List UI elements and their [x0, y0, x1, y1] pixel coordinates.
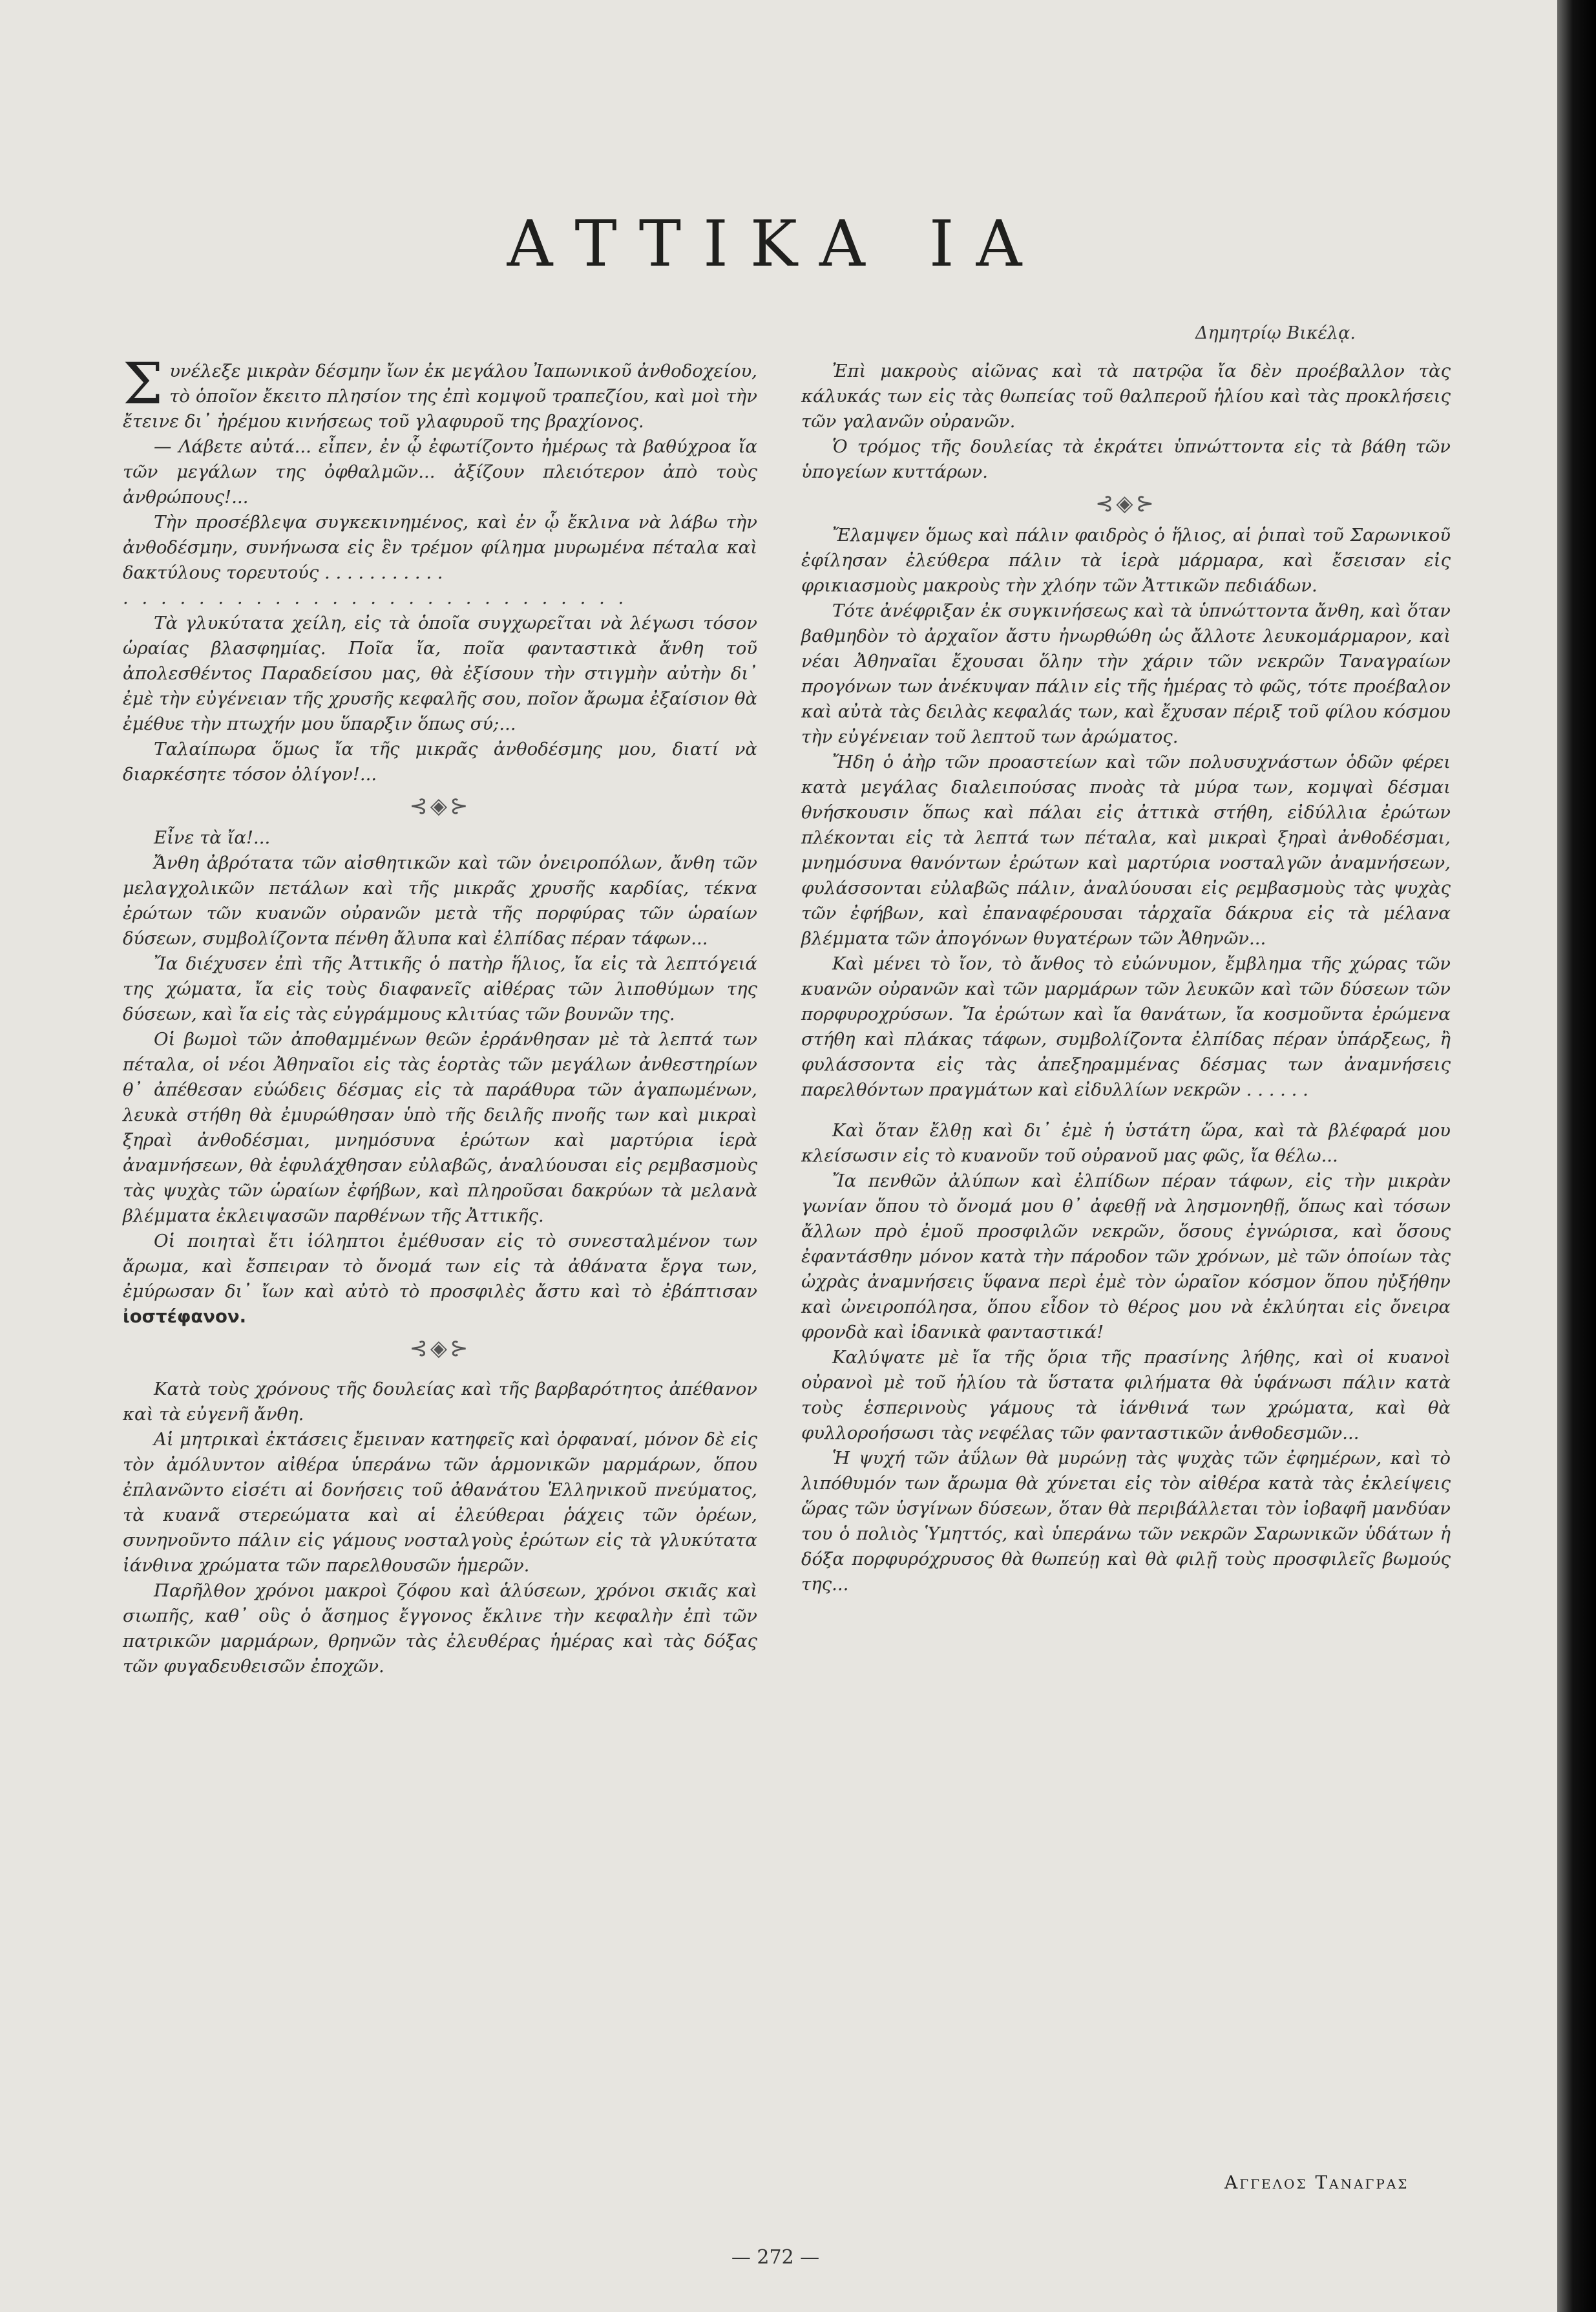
page-binding-shadow [1557, 0, 1596, 2312]
paragraph: Ἴα πενθῶν ἀλύπων καὶ ἐλπίδων πέραν τάφων, εἰς τὴν μικρὰν γωνίαν ὅπου τὸ ὄνομά μου θ᾽ ἀφεθῇ νὰ λησμονηθῇ, ὅπως καὶ τόσων ἄλλων πρὸ ἐμοῦ προσφιλῶν νεκρῶν, ὅσους ἐγνώρισα, καὶ ὅσους ἐφαντάσθην μόνον κατὰ τὴν πάροδον τῶν χρόνων, μὲ τῶν ὁποίων τὰς ὠχρὰς ἀναμνήσεις ὕφανα περὶ ἐμὲ τὸν ὡραῖον κόσμον ὅπου ηὐξήθην καὶ ὠνειροπόλησα, ὅπου εἶδον τὸ θέρος μου νὰ ἐκλύηται εἰς ὄνειρα φρονδὰ καὶ ἰδανικὰ φανταστικά! [801, 1171, 1451, 1342]
paragraph: Ἄνθη ἀβρότατα τῶν αἰσθητικῶν καὶ τῶν ὀνειροπόλων, ἄνθη τῶν μελαγχολικῶν πετάλων καὶ τῆς μικρᾶς χρυσῆς καρδίας, τέκνα ἐρώτων τῶν κυανῶν οὐρανῶν μετὰ τῆς πορφύρας τῶν ὡραίων δύσεων, συμβολίζοντα πένθη ἄλυπα καὶ ἐλπίδας πέραν τάφων... [123, 853, 757, 949]
paragraph: Ἤδη ὁ ἀὴρ τῶν προαστείων καὶ τῶν πολυσυχνάστων ὁδῶν φέρει κατὰ μεγάλας διαλειπούσας πνοὰς τὰ μύρα των, κομψαὶ δέσμαι θνήσκουσιν ὅπως καὶ πάλαι εἰς ἀττικὰ στήθη, εἰδύλλια ἐρώτων πλέκονται εἰς τὰ λεπτά των πέταλα, καὶ μικραὶ ξηραὶ ἀνθοδέσμαι, μνημόσυνα θανόντων ἐρώτων καὶ μαρτύρια νοσταλγῶν ἀναμνήσεων, φυλάσσονται εὐλαβῶς πάλιν, ἀναλύουσαι εἰς ρεμβασμοὺς τὰς ψυχὰς τῶν ἐφήβων, καὶ ἐπαναφέρουσαι τἀρχαῖα δάκρυα εἰς τὰ μέλανα βλέμματα τῶν ἀπογόνων θυγατέρων τῶν Ἀθηνῶν... [801, 752, 1451, 949]
right-column [801, 359, 1451, 1597]
ornament-divider: ⊰◈⊱ [409, 793, 471, 819]
paragraph: Τὰ γλυκύτατα χείλη, εἰς τὰ ὁποῖα συγχωρεῖται νὰ λέγωσι τόσον ὡραίας βλασφημίας. Ποῖα ἴα, ποῖα φανταστικὰ ἄνθη τοῦ ἀπολεσθέντος Παραδείσου μας, θὰ ἐξίσουν τὴν στιγμὴν αὐτὴν δι᾽ ἐμὲ τὴν εὐγένειαν τῆς χρυσῆς κεφαλῆς σου, ποῖον ἄρωμα ἐξαίσιον θὰ ἐμέθυε τὴν πτωχήν μου ὕπαρξιν ὅπως σύ;... [123, 613, 757, 734]
article-title: ΑΤΤΙΚΑ ΙΑ [507, 207, 1044, 281]
paragraph [123, 350, 757, 434]
paragraph: Καὶ ὅταν ἔλθῃ καὶ δι᾽ ἐμὲ ἡ ὑστάτη ὥρα, καὶ τὰ βλέφαρά μου κλείσωσιν εἰς τὸ κυανοῦν τοῦ οὐρανοῦ μας φῶς, ἴα θέλω... [801, 1120, 1451, 1166]
bold-word: ἰοστέφανον. [123, 1306, 247, 1327]
paragraph-text: Οἱ ποιηταὶ ἔτι ἰόληπτοι ἐμέθυσαν εἰς τὸ συνεσταλμένον των ἄρωμα, καὶ ἔσπειραν τὸ ὄνομά των εἰς τὰ ἀθάνατα ἔργα των, ἐμύρωσαν δι᾽ ἴων καὶ αὐτὸ τὸ προσφιλὲς ἄστυ καὶ τὸ ἐβάπτισαν [123, 1231, 757, 1302]
paragraph: — Λάβετε αὐτά... εἶπεν, ἐν ᾧ ἐφωτίζοντο ἠμέρως τὰ βαθύχροα ἴα τῶν μεγάλων της ὀφθαλμῶν... ἀξίζουν πλειότερον ἀπὸ τοὺς ἀνθρώπους!... [123, 436, 757, 507]
paragraph: Ταλαίπωρα ὅμως ἴα τῆς μικρᾶς ἀνθοδέσμης μου, διατί νὰ διαρκέσητε τόσον ὀλίγον!... [123, 739, 757, 785]
paragraph [123, 1229, 757, 1330]
paragraph: Παρῆλθον χρόνοι μακροὶ ζόφου καὶ ἁλύσεων, χρόνοι σκιᾶς καὶ σιωπῆς, καθ᾽ οὓς ὁ ἄσημος ἔγγονος ἔκλινε τὴν κεφαλὴν ἐπὶ τῶν πατρικῶν μαρμάρων, θρηνῶν τὰς ἐλευθέρας ἡμέρας καὶ τὰς δόξας τῶν φυγαδευθεισῶν ἐποχῶν. [123, 1580, 757, 1677]
paragraph-text: υνέλεξε μικρὰν δέσμην ἴων ἐκ μεγάλου Ἰαπωνικοῦ ἀνθοδοχείου, τὸ ὁποῖον ἔκειτο πλησίον της ἐπὶ κομψοῦ τραπεζίου, καὶ μοὶ τὴν ἔτεινε δι᾽ ἠρέμου κινήσεως τοῦ γλαφυροῦ της βραχίονος. [123, 361, 757, 432]
paragraph: Ἔλαμψεν ὅμως καὶ πάλιν φαιδρὸς ὁ ἥλιος, αἱ ῥιπαὶ τοῦ Σαρωνικοῦ ἐφίλησαν ἐλεύθερα πάλιν τὰ ἱερὰ μάρμαρα, καὶ ἔσεισαν εἰς φρικιασμοὺς μακροὺς τὴν χλόην τῶν Ἀττικῶν πεδιάδων. [801, 525, 1451, 596]
page-number: — 272 — [731, 2246, 820, 2269]
ornament-divider: ⊰◈⊱ [1095, 491, 1157, 516]
ornament-divider: ⊰◈⊱ [409, 1335, 471, 1361]
left-column [123, 350, 757, 1679]
paragraph: Οἱ βωμοὶ τῶν ἀποθαμμένων θεῶν ἐρράνθησαν μὲ τὰ λεπτά των πέταλα, οἱ νέοι Ἀθηναῖοι εἰς τὰς ἑορτὰς τῶν μεγάλων ἀνθεστηρίων θ᾽ ἀπέθεσαν εὐώδεις δέσμας εἰς τὰ παράθυρα τῶν ἀγαπωμένων, λευκὰ στήθη θὰ ἐμυρώθησαν ὑπὸ τῆς δειλῆς πνοῆς των καὶ μικραὶ ξηραὶ ἀνθοδέσμαι, μνημόσυνα ἐρώτων καὶ μαρτύρια ἱερὰ ἀναμνήσεων, θὰ ἐφυλάχθησαν εὐλαβῶς, ἀναλύουσαι εἰς ρεμβασμοὺς τὰς ψυχὰς τῶν ὡραίων ἐφήβων, καὶ πληροῦσαι δακρύων τὰ μελανὰ βλέμματα ἐκλειψασῶν παρθένων τῆς Ἀττικῆς. [123, 1029, 757, 1226]
paragraph: Ἡ ψυχή τῶν ἀΰλων θὰ μυρώνῃ τὰς ψυχὰς τῶν ἐφημέρων, καὶ τὸ λιπόθυμόν των ἄρωμα θὰ χύνεται εἰς τὸν αἰθέρα κατὰ τὰς ἐκλείψεις ὥρας τῶν ὑσγίνων δύσεων, ὅταν θὰ περιβάλλεται τὸν ἰοβαφῆ μανδύαν του ὁ πολιὸς Ὑμηττός, καὶ ὑπεράνω τῶν νεκρῶν Σαρωνικῶν ὑδάτων ἡ δόξα πορφυρόχρυσος θὰ θωπεύῃ καὶ θὰ φιλῇ τοὺς προσφιλεῖς βωμούς της... [801, 1448, 1451, 1595]
paragraph: Ὁ τρόμος τῆς δουλείας τὰ ἐκράτει ὑπνώττοντα εἰς τὰ βάθη τῶν ὑπογείων κυττάρων. [801, 436, 1451, 482]
paragraph: Ἴα διέχυσεν ἐπὶ τῆς Ἀττικῆς ὁ πατὴρ ἥλιος, ἴα εἰς τὰ λεπτόγειά της χώματα, ἴα εἰς τοὺς διαφανεῖς αἰθέρας τῶν λιποθύμων της δύσεων, καὶ ἴα εἰς τὰς εὐγράμμους κλιτύας τῶν βουνῶν της. [123, 953, 757, 1024]
paragraph: Ἐπὶ μακροὺς αἰῶνας καὶ τὰ πατρῷα ἴα δὲν προέβαλλον τὰς κάλυκάς των εἰς τὰς θωπείας τοῦ θαλπεροῦ ἡλίου καὶ τὰς προκλήσεις τῶν γαλανῶν οὐρανῶν. [801, 361, 1451, 432]
paragraph: Τὴν προσέβλεψα συγκεκινημένος, καὶ ἐν ᾧ ἔκλινα νὰ λάβω τὴν ἀνθοδέσμην, συνήνωσα εἰς ἓν τρέμον φίλημα μυρωμένα πέταλα καὶ δακτύλους τορευτούς . . . . . . . . . . . [123, 512, 757, 583]
paragraph: Αἱ μητρικαὶ ἐκτάσεις ἔμειναν κατηφεῖς καὶ ὀρφαναί, μόνον δὲ εἰς τὸν ἀμόλυντον αἰθέρα ὑπεράνω τῶν ἁρμονικῶν μαρμάρων, ὅπου ἐπλανῶντο εἰσέτι αἱ δονήσεις τοῦ ἀθανάτου Ἑλληνικοῦ πνεύματος, τὰ κυανᾶ στερεώματα καὶ αἱ ἐλεύθεραι ῥάχεις τῶν ὀρέων, συνηνοῦντο πάλιν εἰς γάμους νοσταλγοὺς ἐρώτων εἰς τὰ γλυκύτατα ἰάνθινα χρώματα τῶν παρελθουσῶν ἡμερῶν. [123, 1429, 757, 1576]
ellipsis-line: . . . . . . . . . . . . . . . . . . . . . . . . . . . [123, 588, 628, 608]
paragraph: Καλύψατε μὲ ἴα τῆς ὅρια τῆς πρασίνης λήθης, καὶ οἱ κυανοὶ οὐρανοὶ μὲ τοῦ ἡλίου τὰ ὕστατα φιλήματα θὰ ὑφάνωσι πάλιν κατὰ τοὺς ἑσπερινοὺς γάμους τὰ ἰάνθινά των χρώματα, καὶ θὰ φυλλοροήσωσι τὰς νεφέλας τῶν φανταστικῶν ἀνθοδεσμῶν... [801, 1347, 1451, 1443]
paragraph: Καὶ μένει τὸ ἴον, τὸ ἄνθος τὸ εὐώνυμον, ἔμβλημα τῆς χώρας τῶν κυανῶν οὐρανῶν καὶ τῶν μαρμάρων τῶν λευκῶν καὶ τῶν δύσεων τῶν πορφυροχρύσων. Ἴα ἐρώτων καὶ ἴα θανάτων, ἴα κοσμοῦντα ἐρώμενα στήθη καὶ πλάκας τάφων, συμβολίζοντα ἐλπίδας πέραν ὑπάρξεως, ἢ φυλάσσοντα εἰς τὰς ἀπεξηραμμένας δέσμας των ἀναμνήσεις παρελθόντων πραγμάτων καὶ εἰδυλλίων νεκρῶν . . . . . . [801, 953, 1451, 1100]
paragraph: Τότε ἀνέφριξαν ἐκ συγκινήσεως καὶ τὰ ὑπνώττοντα ἄνθη, καὶ ὅταν βαθμηδὸν τὸ ἀρχαῖον ἄστυ ἠνωρθώθη ὡς ἄλλοτε λευκομάρμαρον, καὶ νέαι Ἀθηναῖαι ἔχουσαι ὅλην τὴν χάριν τῶν νεκρῶν Ταναγραίων προγόνων των ἀνέκυψαν πάλιν εἰς τῆς ἡμέρας τὸ φῶς, τότε προέβαλον καὶ αὐτὰ τὰς δειλὰς κεφαλάς των, καὶ ἔχυσαν πέριξ τοῦ φίλου κόσμου τὴν εὐγένειαν τοῦ λεπτοῦ των ἀρώματος. [801, 600, 1451, 747]
paragraph: Κατὰ τοὺς χρόνους τῆς δουλείας καὶ τῆς βαρβαρότητος ἀπέθανον καὶ τὰ εὐγενῆ ἄνθη. [123, 1379, 757, 1425]
author-signature: Αγγελος Ταναγρας [1224, 2172, 1409, 2193]
paragraph: Εἶνε τὰ ἴα!... [154, 827, 271, 848]
dedication: Δημητρίῳ Βικέλᾳ. [1195, 323, 1356, 343]
drop-cap: Σ [123, 350, 163, 417]
